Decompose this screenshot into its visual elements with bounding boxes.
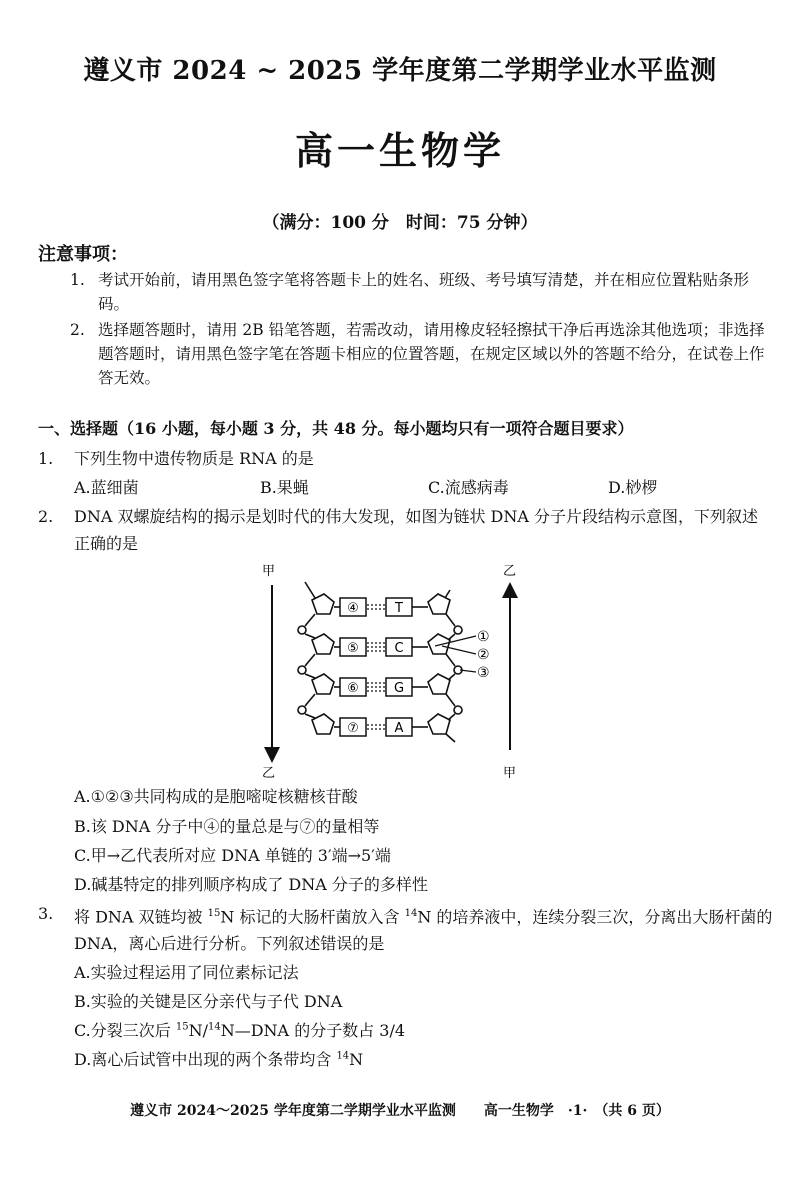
notice-item-text: 选择题答题时，请用 2B 铅笔答题，若需改动，请用橡皮轻轻擦拭干净后再选涂其他选项；非选择题答题时，请用黑色签字笔在答题卡相应的位置答题，在规定区域以外的答题不给分，在试卷上作答无效。 [98,321,765,387]
question-number: 1. [38,449,54,468]
q2-option-d[interactable]: D.碱基特定的排列顺序构成了 DNA 分子的多样性 [74,875,428,894]
left-base-6: ⑥ [347,681,359,696]
notice-item-num: 1. [70,271,85,289]
q2-option-a[interactable]: A.①②③共同构成的是胞嘧啶核糖核苷酸 [74,787,358,806]
question-2 [38,503,773,557]
label-bottom-right: 甲 [503,766,517,780]
isotope-sup: 15 [207,908,221,919]
q3-option-b[interactable]: B.实验的关键是区分亲代与子代 DNA [74,992,343,1011]
q1-option-d[interactable]: D.桫椤 [608,478,658,497]
notice-item-2 [70,318,770,390]
stem-text: 将 DNA 双链均被 [74,907,208,927]
pointer-3: ③ [477,665,490,681]
option-text: D.离心后试管中出现的两个条带均含 [74,1050,337,1069]
pointer-1: ① [477,629,490,645]
q1-option-a[interactable]: A.蓝细菌 [74,478,139,497]
section-heading: 一、选择题（16 小题，每小题 3 分，共 48 分。每小题均只有一项符合题目要求） [38,419,634,438]
q1-option-c[interactable]: C.流感病毒 [428,478,509,497]
label-bottom-left: 乙 [262,766,276,780]
isotope-sup: 15 [175,1021,189,1033]
right-base-g: G [393,681,405,696]
option-text: N/ [188,1021,208,1040]
right-backbone [428,590,462,742]
question-stem: DNA 双螺旋结构的揭示是划时代的伟大发现，如图为链状 DNA 分子片段结构示意图，下列叙述正确的是 [74,507,759,553]
notice-item-1 [70,268,770,316]
label-top-left: 甲 [262,564,276,579]
option-text: C.分裂三次后 [74,1021,176,1040]
q2-option-b[interactable]: B.该 DNA 分子中④的量总是与⑦的量相等 [74,817,380,836]
notice-item-text: 考试开始前，请用黑色签字笔将答题卡上的姓名、班级、考号填写清楚，并在相应位置粘贴条形码。 [98,271,750,313]
question-1 [38,445,773,472]
q2-option-c[interactable]: C.甲→乙代表所对应 DNA 单链的 3′端→5′端 [74,846,391,865]
q1-option-b[interactable]: B.果蝇 [260,478,309,497]
dna-figure [250,560,540,780]
right-base-t: T [395,601,403,616]
right-base-a: A [394,721,404,736]
left-base-5: ⑤ [347,641,359,656]
question-3 [38,900,773,957]
q3-option-c[interactable] [74,1018,405,1041]
notice-item-num: 2. [70,321,85,339]
stem-text: N 的培养液中，连续分裂三次，分离出大肠杆菌的 DNA，离心后进行分析。下列叙述错误的是 [74,907,773,954]
isotope-sup: 14 [336,1050,350,1062]
subject-title: 高一生物学 [294,128,505,173]
option-text: N—DNA 的分子数占 3/4 [220,1021,406,1040]
base-pair-row-2 [334,638,428,656]
question-stem [74,900,773,957]
label-top-right: 乙 [503,564,517,579]
right-base-c: C [394,641,404,656]
left-base-7: ⑦ [347,721,359,736]
stem-text: N 标记的大肠杆菌放入含 [220,907,405,927]
score-time: （满分：100 分 时间：75 分钟） [262,213,538,233]
question-number: 2. [38,507,54,526]
option-text: N [349,1050,364,1069]
left-base-4: ④ [347,601,359,616]
page-footer: 遵义市 2024～2025 学年度第二学期学业水平监测 高一生物学 ·1· （共 6 页） [130,1103,670,1119]
q3-option-a[interactable]: A.实验过程运用了同位素标记法 [74,963,299,982]
question-number: 3. [38,904,54,923]
notice-heading: 注意事项： [38,244,128,265]
isotope-sup: 14 [207,1021,221,1033]
base-pair-row-1 [334,598,428,616]
question-stem: 下列生物中遗传物质是 RNA 的是 [74,449,314,468]
q3-option-d[interactable] [74,1047,363,1070]
pointer-2: ② [477,647,490,663]
exam-title: 遵义市 2024 ~ 2025 学年度第二学期学业水平监测 [83,56,717,86]
isotope-sup: 14 [404,908,418,919]
left-backbone [298,582,334,734]
q1-options [74,475,774,501]
base-pair-row-4 [334,718,428,736]
base-pair-row-3 [334,678,428,696]
